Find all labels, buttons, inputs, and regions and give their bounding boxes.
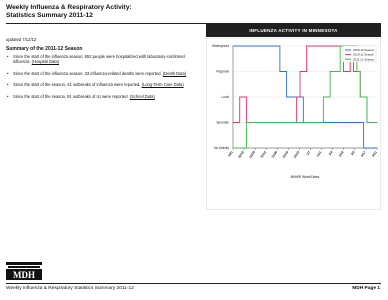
x-tick-label: 10/15 — [237, 150, 245, 159]
summary-bullet-ili-outbreaks — [6, 94, 201, 99]
data-point — [336, 122, 337, 123]
x-tick-label: 11/26 — [270, 150, 279, 159]
data-point — [239, 96, 240, 97]
data-point — [309, 45, 310, 46]
x-tick-label: 3/31 — [371, 150, 378, 158]
data-point — [232, 122, 233, 123]
school-data-link[interactable]: (School Data) — [129, 93, 155, 99]
data-point — [309, 122, 310, 123]
data-point — [276, 122, 277, 123]
bullet-text: Since the start of the influenza season, 852 people were hospitalized with laboratory-confirmed influenza. — [13, 54, 185, 65]
data-point — [269, 45, 270, 46]
data-point — [356, 122, 357, 123]
data-point — [326, 96, 327, 97]
data-point — [336, 45, 337, 46]
data-point — [299, 122, 300, 123]
data-point — [370, 122, 371, 123]
footer-rule — [6, 283, 381, 284]
data-point — [330, 71, 331, 72]
data-point — [236, 45, 237, 46]
bullet-text: Since the start of the season, 91 outbreaks of ILI were reported. — [13, 93, 129, 99]
footer-page-number: MDH Page 1 — [352, 286, 380, 291]
data-point — [313, 122, 314, 123]
data-point — [242, 45, 243, 46]
y-tick-label: Regional — [216, 69, 229, 74]
influenza-activity-chart — [206, 38, 381, 210]
data-point — [366, 147, 367, 148]
data-point — [373, 122, 374, 123]
data-point — [323, 45, 324, 46]
influenza-activity-chart-panel — [206, 24, 381, 210]
data-point — [303, 71, 304, 72]
data-point — [306, 45, 307, 46]
data-point — [316, 122, 317, 123]
x-tick-label: 2/18 — [337, 150, 345, 158]
data-point — [330, 45, 331, 46]
bullet-text: Since the start of the influenza season, 33 influenza-related deaths were reported. — [13, 70, 162, 76]
data-point — [326, 45, 327, 46]
data-point — [340, 122, 341, 123]
summary-bullet-deaths — [6, 71, 201, 76]
data-point — [269, 122, 270, 123]
data-point — [296, 122, 297, 123]
data-point — [283, 122, 284, 123]
data-point — [333, 45, 334, 46]
data-point — [259, 45, 260, 46]
x-tick-label: 12/24 — [292, 150, 301, 159]
data-point — [293, 122, 294, 123]
data-point — [263, 122, 264, 123]
data-point — [253, 45, 254, 46]
data-point — [299, 71, 300, 72]
data-point — [273, 45, 274, 46]
data-point — [266, 45, 267, 46]
data-point — [333, 122, 334, 123]
x-tick-label: 10/1 — [227, 150, 234, 158]
legend-label: 2010-11 Season — [353, 52, 375, 57]
document-title-line2: Statistics Summary 2011-12 — [6, 12, 93, 19]
summary-bullet-list — [6, 54, 201, 105]
x-axis-label: MMWR Week/Dates — [290, 175, 320, 179]
data-point — [246, 122, 247, 123]
data-point — [256, 122, 257, 123]
data-point — [370, 147, 371, 148]
data-point — [366, 122, 367, 123]
x-tick-label: 12/10 — [281, 150, 290, 159]
data-point — [313, 45, 314, 46]
mdh-logo — [6, 262, 42, 282]
data-point — [320, 122, 321, 123]
data-point — [296, 96, 297, 97]
data-point — [316, 45, 317, 46]
data-point — [353, 71, 354, 72]
y-tick-label: No Activity — [214, 146, 229, 151]
data-point — [353, 122, 354, 123]
data-point — [373, 147, 374, 148]
data-point — [360, 96, 361, 97]
data-point — [239, 147, 240, 148]
data-point — [249, 45, 250, 46]
x-tick-label: 1/21 — [315, 150, 323, 158]
data-point — [346, 122, 347, 123]
data-point — [350, 122, 351, 123]
legend-label: 2009-10 Season — [353, 48, 375, 53]
x-tick-label: 3/17 — [360, 150, 367, 158]
x-tick-label: 3/3 — [349, 150, 356, 157]
document-title-line1: Weekly Influenza & Respiratory Activity: — [6, 4, 132, 11]
hospital-data-link[interactable]: (Hospital Data) — [31, 59, 59, 65]
data-point — [283, 71, 284, 72]
y-tick-label: Widespread — [211, 44, 229, 49]
data-point — [340, 45, 341, 46]
data-point — [289, 122, 290, 123]
y-tick-label: Local — [221, 95, 229, 100]
data-point — [286, 122, 287, 123]
data-point — [326, 122, 327, 123]
data-point — [273, 122, 274, 123]
x-tick-label: 1/7 — [305, 150, 312, 157]
summary-heading: Summary of the 2011-12 Season — [6, 46, 83, 52]
data-point — [286, 96, 287, 97]
data-point — [333, 71, 334, 72]
chart-background — [206, 38, 381, 210]
data-point — [236, 122, 237, 123]
data-point — [289, 96, 290, 97]
data-point — [323, 96, 324, 97]
data-point — [303, 122, 304, 123]
document-title — [6, 4, 206, 20]
data-point — [363, 147, 364, 148]
data-point — [232, 147, 233, 148]
x-tick-label: 10/29 — [248, 150, 256, 159]
data-point — [360, 122, 361, 123]
data-point — [346, 71, 347, 72]
data-point — [336, 71, 337, 72]
data-point — [320, 45, 321, 46]
data-point — [376, 147, 377, 148]
data-point — [306, 122, 307, 123]
data-point — [276, 45, 277, 46]
data-point — [242, 96, 243, 97]
data-point — [330, 122, 331, 123]
data-point — [363, 96, 364, 97]
data-point — [256, 45, 257, 46]
x-tick-label: 2/4 — [327, 150, 334, 157]
data-point — [343, 122, 344, 123]
updated-date: updated 7/12/12 — [6, 37, 37, 42]
data-point — [242, 147, 243, 148]
death-data-link[interactable]: (Death Data) — [162, 70, 187, 76]
data-point — [263, 45, 264, 46]
chart-title: INFLUENZA ACTIVITY IN MINNESOTA — [206, 24, 381, 37]
long-term-care-data-link[interactable]: (Long-Term Care Data) — [141, 82, 184, 88]
svg-text:MDH: MDH — [13, 270, 35, 280]
data-point — [232, 45, 233, 46]
data-point — [376, 122, 377, 123]
footer-document-name: Weekly Influenza & Respiratory Statistics Summary 2011-12 — [6, 286, 134, 291]
data-point — [253, 122, 254, 123]
data-point — [236, 147, 237, 148]
summary-bullet-hospitalized — [6, 54, 201, 65]
data-point — [266, 122, 267, 123]
y-tick-label: Sporadic — [216, 120, 229, 125]
data-point — [356, 71, 357, 72]
data-point — [246, 45, 247, 46]
legend-label: 2011-12 Season — [353, 57, 375, 62]
data-point — [343, 71, 344, 72]
data-point — [239, 45, 240, 46]
data-point — [249, 122, 250, 123]
data-point — [259, 122, 260, 123]
data-point — [279, 71, 280, 72]
data-point — [279, 122, 280, 123]
x-tick-label: 11/12 — [259, 150, 268, 159]
bullet-text: Since the start of the season, 41 outbreaks of influenza were reported. — [13, 82, 141, 88]
summary-bullet-ltc-outbreaks — [6, 82, 201, 87]
data-point — [293, 96, 294, 97]
